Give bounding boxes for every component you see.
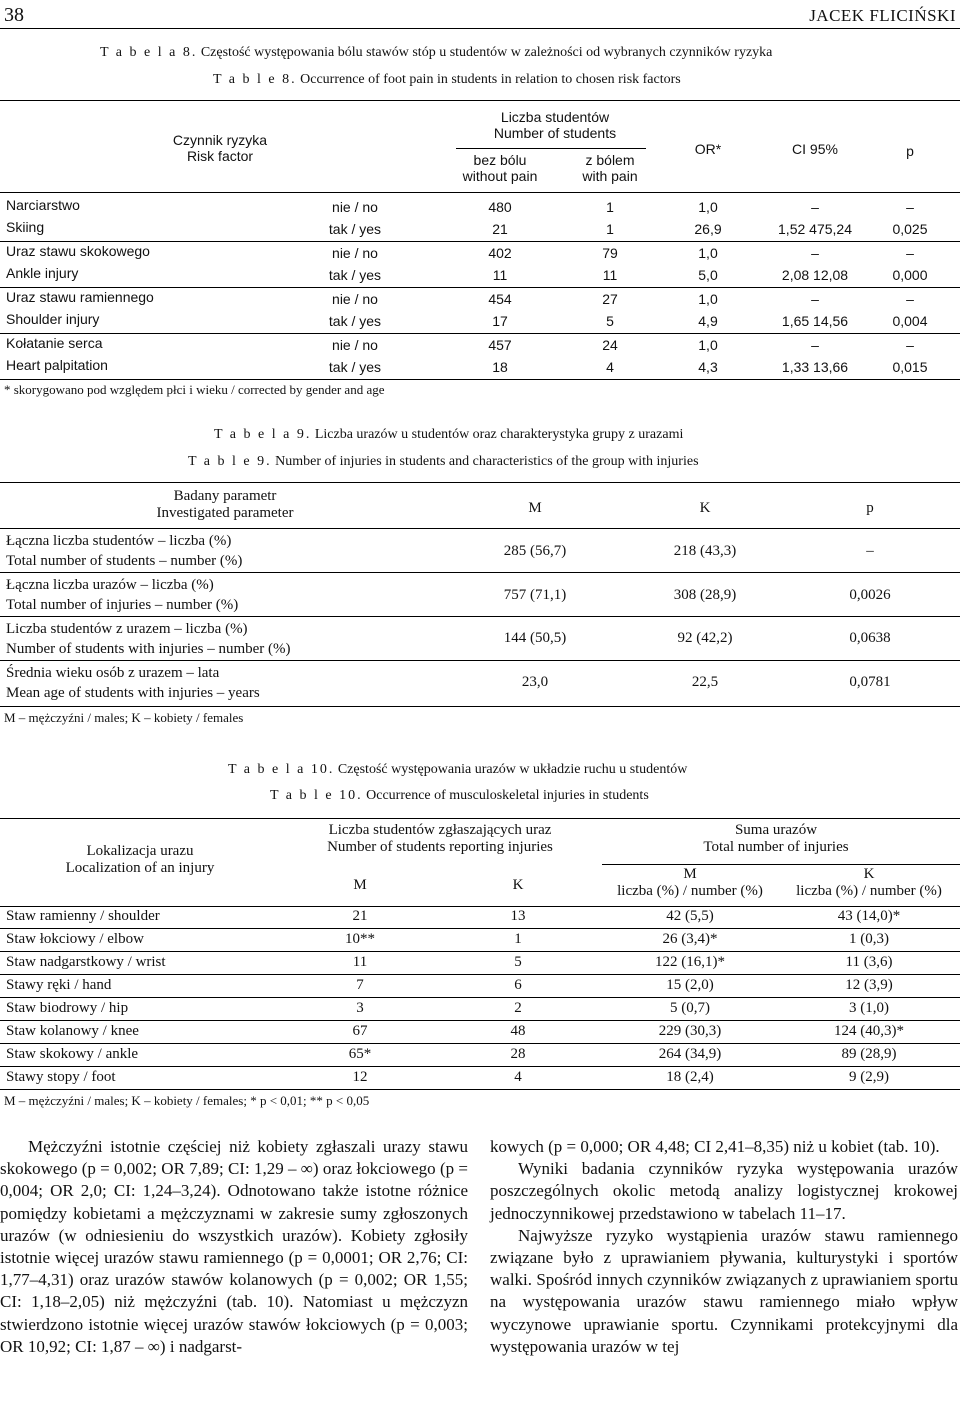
- table-row: [0, 929, 960, 951]
- table8-p: –: [906, 245, 914, 261]
- table10-m-header: M: [353, 877, 367, 893]
- table8-p: 0,025: [892, 221, 928, 237]
- table9-row-label: Łączna liczba urazów – liczba (%) Total number of injuries – number (%): [6, 577, 239, 613]
- table8-or: 4,3: [698, 359, 718, 375]
- table-row: [0, 1067, 960, 1089]
- table10-sum-m-value: 26 (3,4)*: [662, 931, 718, 947]
- table9-m-value: 144 (50,5): [503, 630, 567, 646]
- table10-sum-k-value: 11 (3,6): [845, 954, 893, 970]
- table10-k-value: 28: [510, 1046, 526, 1062]
- table8-with: 1: [606, 221, 614, 237]
- table-row: [0, 1044, 960, 1066]
- table8-ci-header: CI 95%: [792, 141, 838, 157]
- table8-level: tak / yes: [328, 359, 382, 375]
- table10-sum-k-value: 43 (14,0)*: [837, 908, 901, 924]
- table10-sum-k-value: 89 (28,9): [841, 1046, 897, 1062]
- table8-without: 17: [492, 313, 508, 329]
- table8-p: 0,000: [892, 267, 928, 283]
- table8-factor-label: Uraz stawu ramiennego: [6, 289, 154, 305]
- table8-level: nie / no: [332, 199, 378, 215]
- table10-sum-k-value: 12 (3,9): [845, 977, 893, 993]
- table10-sum-m-header: M liczba (%) / number (%): [617, 866, 763, 899]
- table10-m-value: 10**: [345, 931, 375, 947]
- table10-footnote: M – mężczyźni / males; K – kobiety / females; * p < 0,01; ** p < 0,05: [4, 1093, 370, 1108]
- table10-sum-m-value: 15 (2,0): [666, 977, 714, 993]
- table8-or: 1,0: [698, 245, 718, 261]
- table8-level: tak / yes: [328, 313, 382, 329]
- header-rule: [0, 28, 960, 29]
- body-paragraph: kowych (p = 0,000; OR 4,48; CI 2,41–8,35) niż u kobiet (tab. 10).: [490, 1137, 940, 1156]
- table9-row-label: Liczba studentów z urazem – liczba (%) Number of students with injuries – number (%): [6, 621, 291, 657]
- table10-location: Stawy stopy / foot: [6, 1069, 116, 1085]
- table10-sum-k-header: K liczba (%) / number (%): [796, 866, 942, 899]
- table9-k-value: 92 (42,2): [677, 630, 733, 646]
- table-row: [0, 952, 960, 974]
- table8-top-rule: [0, 100, 960, 101]
- table8-students-header: Liczba studentów Number of students: [493, 109, 617, 141]
- table8-caption-pl: T a b e l a 8. Częstość występowania bólu stawów stóp u studentów w zależności od wybranych czynników ryzyka: [100, 45, 773, 60]
- table8-without: 21: [492, 221, 508, 237]
- table8-bottom-rule: [0, 379, 960, 380]
- table10-body: [0, 906, 960, 1090]
- table8-ci: 1,33 13,66: [781, 359, 849, 375]
- table10-location: Stawy ręki / hand: [6, 977, 112, 993]
- table10-caption-en: T a b l e 10. Occurrence of musculoskeletal injuries in students: [270, 788, 649, 803]
- table9-footnote: M – mężczyźni / males; K – kobiety / females: [4, 710, 244, 725]
- table8-with: 27: [602, 291, 618, 307]
- table10-k-value: 6: [514, 977, 522, 993]
- table8-ci: 1,52 475,24: [778, 221, 852, 237]
- table10-k-value: 2: [514, 1000, 522, 1016]
- table9-row-label: Łączna liczba studentów – liczba (%) Total number of students – number (%): [6, 533, 243, 569]
- table8-with: 79: [602, 245, 618, 261]
- table9-head-rule: [0, 528, 960, 529]
- table9-p-value: 0,0026: [849, 587, 891, 603]
- table10-location: Staw łokciowy / elbow: [6, 931, 144, 947]
- table8-with: 11: [602, 267, 618, 283]
- table8-without: 454: [488, 291, 512, 307]
- table8-factor-label: Kołatanie serca: [6, 335, 103, 351]
- table10-sum-k-value: 9 (2,9): [849, 1069, 889, 1085]
- table8-without: 457: [488, 337, 512, 353]
- table-row: [0, 906, 960, 928]
- table10-location: Staw nadgarstkowy / wrist: [6, 954, 166, 970]
- table8-students-rule: [456, 148, 646, 149]
- table8-or: 1,0: [698, 337, 718, 353]
- table9-k-value: 308 (28,9): [673, 587, 737, 603]
- table10-sum-m-value: 5 (0,7): [670, 1000, 710, 1016]
- table9-param-header: Badany parametr Investigated parameter: [156, 488, 294, 521]
- table8-without: 480: [488, 199, 512, 215]
- table10-k-value: 5: [514, 954, 522, 970]
- table8-caption-en: T a b l e 8. Occurrence of foot pain in students in relation to chosen risk factors: [213, 72, 681, 87]
- table10-sum-m-value: 229 (30,3): [658, 1023, 722, 1039]
- table9-top-rule: [0, 482, 960, 483]
- table10-m-value: 7: [356, 977, 364, 993]
- table10-reporting-header: Liczba studentów zgłaszających uraz Number of students reporting injuries: [327, 822, 553, 855]
- table8-level: tak / yes: [328, 267, 382, 283]
- table9-row-label: Średnia wieku osób z urazem – lata Mean age of students with injuries – years: [6, 665, 260, 701]
- table10-m-value: 21: [352, 908, 368, 924]
- table10-m-value: 65*: [348, 1046, 372, 1062]
- table8-or: 4,9: [698, 313, 718, 329]
- table10-k-value: 1: [514, 931, 522, 947]
- table8-factor-label: Uraz stawu skokowego: [6, 243, 150, 259]
- table10-k-value: 13: [510, 908, 526, 924]
- table8-factor-label: Narciarstwo: [6, 197, 80, 213]
- table10-sum-header: Suma urazów Total number of injuries: [703, 822, 849, 855]
- table10-sum-m-value: 122 (16,1)*: [655, 954, 725, 970]
- table8-factor-label: Shoulder injury: [6, 311, 100, 327]
- table8-pain-header: z bólem with pain: [582, 152, 638, 184]
- table8-ci: –: [811, 199, 819, 215]
- table8-factor-label: Heart palpitation: [6, 357, 108, 373]
- table10-sum-rule: [602, 864, 960, 865]
- table9-caption-en: T a b l e 9. Number of injuries in students and characteristics of the group with injuries: [188, 454, 699, 469]
- table10-k-header: K: [512, 877, 524, 893]
- table10-m-value: 12: [352, 1069, 368, 1085]
- table9-bottom-rule: [0, 706, 960, 707]
- table8-level: tak / yes: [328, 221, 382, 237]
- table9-k-value: 22,5: [691, 674, 719, 690]
- table10-k-value: 48: [510, 1023, 526, 1039]
- table8-with: 1: [606, 199, 614, 215]
- table9: [0, 482, 960, 707]
- table10-sum-m-value: 264 (34,9): [658, 1046, 722, 1062]
- table9-k-value: 218 (43,3): [673, 543, 737, 559]
- table8-p-header: p: [906, 143, 914, 159]
- table8-nopain-header: bez bólu without pain: [462, 152, 538, 184]
- table8-p: –: [906, 199, 914, 215]
- table-row: [0, 1021, 960, 1043]
- table9-row-rule: [0, 616, 960, 617]
- table10-top-rule: [0, 818, 960, 819]
- table8-without: 11: [492, 267, 508, 283]
- table8-p: 0,004: [892, 313, 928, 329]
- table-row: [0, 975, 960, 997]
- body-paragraph: Mężczyźni istotnie częściej niż kobiety zgłaszali urazy stawu skokowego (p = 0,002; OR 7,89; CI: 1,29 – ∞) oraz łokciowego (p = 0,004; OR 2,0; CI: 1,24–3,24). Odnotowano także istotne różnice pomiędzy kobietami a mężczyznami w zakresie sumy zgłoszonych urazów (w odniesieniu do wszystkich urazów). Kobiety zgłosiły istotnie więcej urazów stawu ramiennego (p = 0,0001; OR 2,76; CI: 1,77–4,31) oraz urazów stawów kolanowych (p = 0,002; OR 1,55; CI: 1,18–2,05) niż mężczyźni (tab. 10). Natomiast u mężczyzn stwierdzono istotnie więcej urazów stawów łokciowych (p = 0,003; OR 10,92; CI: 1,87 – ∞) i nadgarst-: [0, 1137, 468, 1356]
- table8-head-rule: [0, 192, 960, 193]
- table8-level: nie / no: [332, 337, 378, 353]
- table10-sum-k-value: 1 (0,3): [849, 931, 889, 947]
- table9-row-rule: [0, 572, 960, 573]
- table8-p: –: [906, 337, 914, 353]
- table8-ci: 1,65 14,56: [781, 313, 849, 329]
- table9-p-header: p: [866, 500, 874, 516]
- table8-group-rule: [0, 241, 960, 242]
- table10-loc-header: Lokalizacja urazu Localization of an injury: [65, 843, 215, 876]
- body-paragraph: Wyniki badania czynników ryzyka występowania urazów poszczególnych okolic metodą analizy logistycznej krokowej jednoczynnikowej przedstawiono w tabelach 11–17.: [490, 1159, 958, 1223]
- table8-with: 4: [606, 359, 614, 375]
- table9-m-value: 757 (71,1): [503, 587, 567, 603]
- table9-p-value: 0,0781: [849, 674, 891, 690]
- table10-m-value: 67: [352, 1023, 368, 1039]
- table9-row-rule: [0, 660, 960, 661]
- table8-or-header: OR*: [694, 141, 722, 157]
- table10-location: Staw biodrowy / hip: [6, 1000, 129, 1016]
- table8-ci: –: [811, 291, 819, 307]
- table8-level: nie / no: [332, 291, 378, 307]
- table10-sum-k-value: 3 (1,0): [849, 1000, 889, 1016]
- table10: [0, 818, 960, 1090]
- table8-with: 24: [602, 337, 618, 353]
- table8: [0, 100, 960, 380]
- table8-ci: 2,08 12,08: [781, 267, 849, 283]
- table8-factor-label: Ankle injury: [6, 265, 79, 281]
- body-right-column: [490, 1136, 958, 1358]
- table8-group-rule: [0, 333, 960, 334]
- table8-with: 5: [606, 313, 614, 329]
- table8-p: –: [906, 291, 914, 307]
- table9-p-value: –: [866, 543, 874, 559]
- body-left-column: [0, 1136, 468, 1358]
- table8-without: 402: [488, 245, 512, 261]
- table8-or: 5,0: [698, 267, 718, 283]
- table8-level: nie / no: [332, 245, 378, 261]
- table8-ci: –: [811, 245, 819, 261]
- table8-or: 1,0: [698, 199, 718, 215]
- table9-m-header: M: [528, 500, 542, 516]
- table10-location: Staw kolanowy / knee: [6, 1023, 139, 1039]
- table9-k-header: K: [699, 500, 711, 516]
- table8-factor-label: Skiing: [6, 219, 45, 235]
- table10-location: Staw skokowy / ankle: [6, 1046, 139, 1062]
- running-author: JACEK FLICIŃSKI: [809, 6, 956, 25]
- table9-m-value: 23,0: [521, 674, 549, 690]
- table-row: [0, 998, 960, 1020]
- table8-footnote: * skorygowano pod względem płci i wieku / corrected by gender and age: [4, 382, 385, 397]
- table8-risk-header: Czynnik ryzyka Risk factor: [172, 132, 268, 164]
- table10-sum-k-value: 124 (40,3)*: [834, 1023, 904, 1039]
- body-paragraph: Najwyższe ryzyko wystąpienia urazów stawu ramiennego związane było z uprawianiem pływania, kulturystyki i sportów walki. Spośród innych czynników związanych z uprawianiem sportu na występowania urazów stawu ramiennego miało wpływ wyczynowe uprawianie sportu. Czynnikami protekcyjnymi dla występowania urazów w tej: [490, 1225, 958, 1356]
- table10-sum-m-value: 18 (2,4): [666, 1069, 714, 1085]
- table8-or: 1,0: [698, 291, 718, 307]
- table8-or: 26,9: [694, 221, 722, 237]
- table9-m-value: 285 (56,7): [503, 543, 567, 559]
- table10-caption-pl: T a b e l a 10. Częstość występowania urazów w układzie ruchu u studentów: [228, 762, 688, 777]
- table8-without: 18: [492, 359, 508, 375]
- table9-caption-pl: T a b e l a 9. Liczba urazów u studentów oraz charakterystyka grupy z urazami: [214, 427, 684, 442]
- table8-group-rule: [0, 287, 960, 288]
- table8-ci: –: [811, 337, 819, 353]
- table10-sum-m-value: 42 (5,5): [666, 908, 714, 924]
- table8-p: 0,015: [892, 359, 928, 375]
- table10-location: Staw ramienny / shoulder: [6, 908, 160, 924]
- table10-row-rule: [0, 1089, 960, 1090]
- table10-m-value: 3: [356, 1000, 364, 1016]
- page-number: 38: [4, 4, 24, 26]
- table10-m-value: 11: [352, 954, 368, 970]
- table10-k-value: 4: [514, 1069, 522, 1085]
- table9-p-value: 0,0638: [849, 630, 891, 646]
